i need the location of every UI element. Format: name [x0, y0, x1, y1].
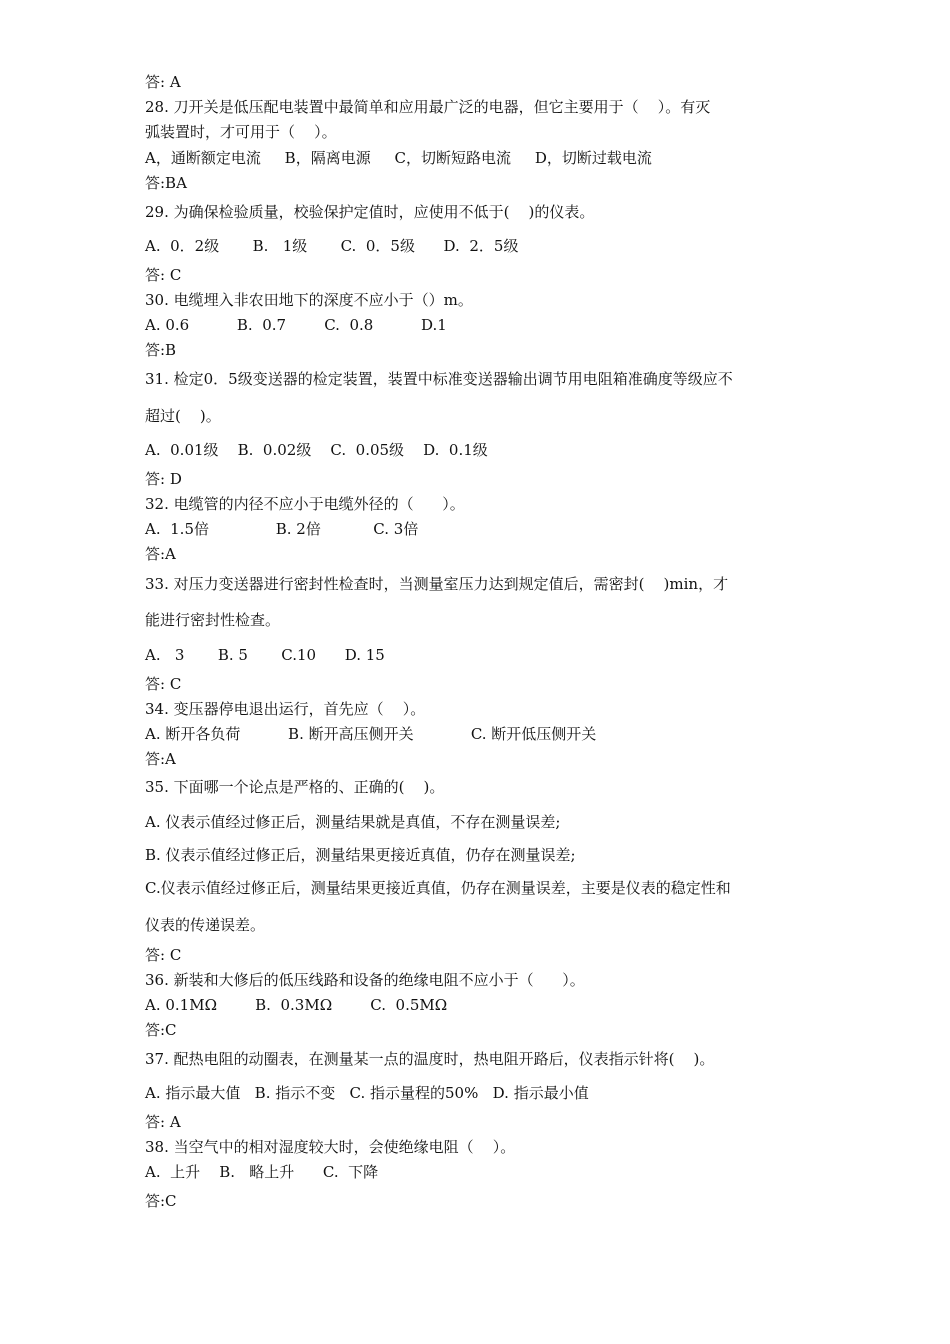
question-30: 30. 电缆埋入非农田地下的深度不应小于（）m。	[145, 291, 473, 309]
options-28: A，通断额定电流 B，隔离电源 C，切断短路电流 D，切断过载电流	[145, 149, 652, 167]
answer-30: 答:B	[145, 341, 177, 359]
answer-38: 答:C	[145, 1192, 177, 1210]
question-36: 36. 新装和大修后的低压线路和设备的绝缘电阻不应小于（ ）。	[145, 971, 585, 989]
question-38: 38. 当空气中的相对湿度较大时，会使绝缘电阻（ ）。	[145, 1138, 516, 1156]
answer-34: 答:A	[145, 750, 176, 768]
options-29: A. 0．2级 B. 1级 C. 0．5级 D. 2．5级	[145, 237, 519, 255]
answer-32: 答:A	[145, 545, 176, 563]
options-33: A. 3 B. 5 C.10 D. 15	[145, 646, 385, 664]
question-34: 34. 变压器停电退出运行，首先应（ ）。	[145, 700, 426, 718]
question-31-cont: 超过( )。	[145, 407, 221, 425]
answer-31: 答: D	[145, 470, 182, 488]
answer-29: 答: C	[145, 266, 182, 284]
answer-35: 答: C	[145, 946, 182, 964]
question-28-cont: 弧装置时，才可用于（ ）。	[145, 123, 337, 141]
option-35-c: C.仪表示值经过修正后，测量结果更接近真值，仍存在测量误差，主要是仪表的稳定性和	[145, 879, 731, 897]
options-32: A. 1.5倍 B. 2倍 C. 3倍	[145, 520, 419, 538]
question-28: 28. 刀开关是低压配电装置中最简单和应用最广泛的电器，但它主要用于（ ）。有灭	[145, 98, 711, 116]
options-31: A. 0.01级 B. 0.02级 C. 0.05级 D. 0.1级	[145, 441, 488, 459]
answer-37: 答: A	[145, 1113, 181, 1131]
options-34: A. 断开各负荷 B. 断开高压侧开关 C. 断开低压侧开关	[145, 725, 597, 743]
options-30: A. 0.6 B. 0.7 C. 0.8 D.1	[145, 316, 447, 334]
options-38: A. 上升 B. 略上升 C. 下降	[145, 1163, 379, 1181]
question-29: 29. 为确保检验质量，校验保护定值时，应使用不低于( )的仪表。	[145, 203, 595, 221]
answer-33: 答: C	[145, 675, 182, 693]
answer-28: 答:BA	[145, 174, 187, 192]
answer-36: 答:C	[145, 1021, 177, 1039]
question-31: 31. 检定0．5级变送器的检定装置，装置中标准变送器输出调节用电阻箱准确度等级应不	[145, 370, 733, 388]
question-37: 37. 配热电阻的动圈表，在测量某一点的温度时，热电阻开路后，仪表指示针将( )。	[145, 1050, 715, 1068]
question-35: 35. 下面哪一个论点是严格的、正确的( )。	[145, 778, 445, 796]
option-35-a: A. 仪表示值经过修正后，测量结果就是真值，不存在测量误差;	[145, 813, 561, 831]
option-35-c-cont: 仪表的传递误差。	[145, 916, 266, 934]
question-33: 33. 对压力变送器进行密封性检查时，当测量室压力达到规定值后，需密封( )min，才	[145, 575, 729, 593]
answer-27: 答: A	[145, 73, 181, 91]
question-32: 32. 电缆管的内径不应小于电缆外径的（ ）。	[145, 495, 465, 513]
question-33-cont: 能进行密封性检查。	[145, 611, 281, 629]
option-35-b: B. 仪表示值经过修正后，测量结果更接近真值，仍存在测量误差;	[145, 846, 576, 864]
options-37: A. 指示最大值 B. 指示不变 C. 指示量程的50% D. 指示最小值	[145, 1084, 589, 1102]
options-36: A. 0.1MΩ B. 0.3MΩ C. 0.5MΩ	[145, 996, 448, 1014]
